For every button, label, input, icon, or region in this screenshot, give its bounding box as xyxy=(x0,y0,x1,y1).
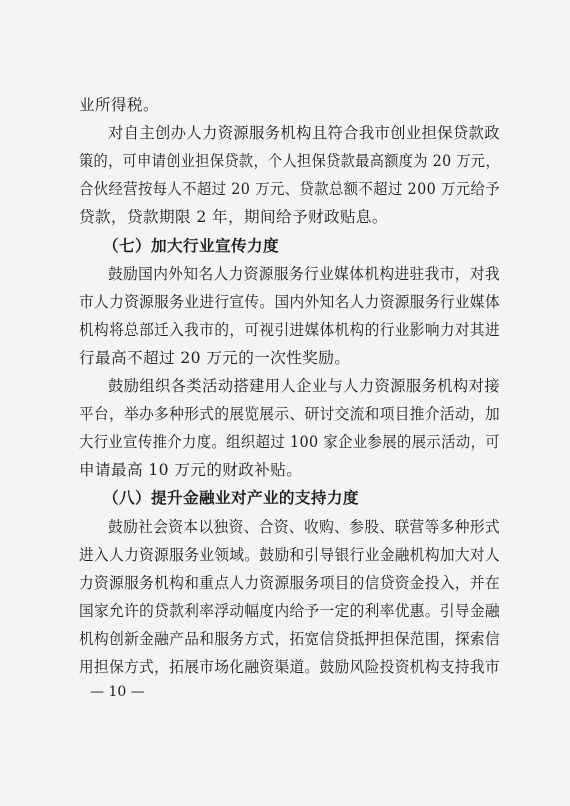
text-line-10: 行最高不超过 20 万元的一次性奖励。 xyxy=(79,348,351,367)
text-line-16: 鼓励社会资本以独资、合资、收购、参股、联营等多种形式 xyxy=(108,517,501,536)
text-line-8: 市人力资源服务业进行宣传。国内外知名人力资源服务行业媒体 xyxy=(79,292,501,311)
text-line-5: 贷款，贷款期限 2 年，期间给予财政贴息。 xyxy=(79,208,388,227)
page-number: — 10 — xyxy=(90,684,145,700)
text-line-12: 平台，举办多种形式的展览展示、研讨交流和项目推介活动，加 xyxy=(79,405,501,424)
text-line-2: 对自主创办人力资源服务机构且符合我市创业担保贷款政 xyxy=(108,124,500,143)
text-line-20: 机构创新金融产品和服务方式，拓宽信贷抵押担保范围，探索信 xyxy=(79,629,501,648)
text-line-18: 力资源服务机构和重点人力资源服务项目的信贷资金投入，并在 xyxy=(79,573,501,592)
text-line-11: 鼓励组织各类活动搭建用人企业与人力资源服务机构对接 xyxy=(108,377,500,395)
section-heading-8: （八）提升金融业对产业的支持力度 xyxy=(103,488,359,508)
section-heading-7: （七）加大行业宣传力度 xyxy=(103,235,279,255)
text-line-3: 策的，可申请创业担保贷款，个人担保贷款最高额度为 20 万元， xyxy=(79,152,500,171)
text-line-17: 进入人力资源服务业领域。鼓励和引导银行业金融机构加大对人 xyxy=(79,545,501,564)
text-line-19: 国家允许的贷款利率浮动幅度内给予一定的利率优惠。引导金融 xyxy=(79,601,501,620)
text-line-21: 用担保方式，拓展市场化融资渠道。鼓励风险投资机构支持我市 xyxy=(79,658,501,676)
text-line-1: 业所得税。 xyxy=(79,96,159,114)
text-line-7: 鼓励国内外知名人力资源服务行业媒体机构进驻我市，对我 xyxy=(108,264,501,283)
text-line-4: 合伙经营按每人不超过 20 万元、贷款总额不超过 200 万元给予 xyxy=(79,180,500,199)
text-line-13: 大行业宣传推介力度。组织超过 100 家企业参展的展示活动，可 xyxy=(79,433,501,452)
text-line-9: 机构将总部迁入我市的，可视引进媒体机构的行业影响力对其进 xyxy=(79,320,501,339)
text-line-14: 申请最高 10 万元的财政补贴。 xyxy=(79,461,303,480)
